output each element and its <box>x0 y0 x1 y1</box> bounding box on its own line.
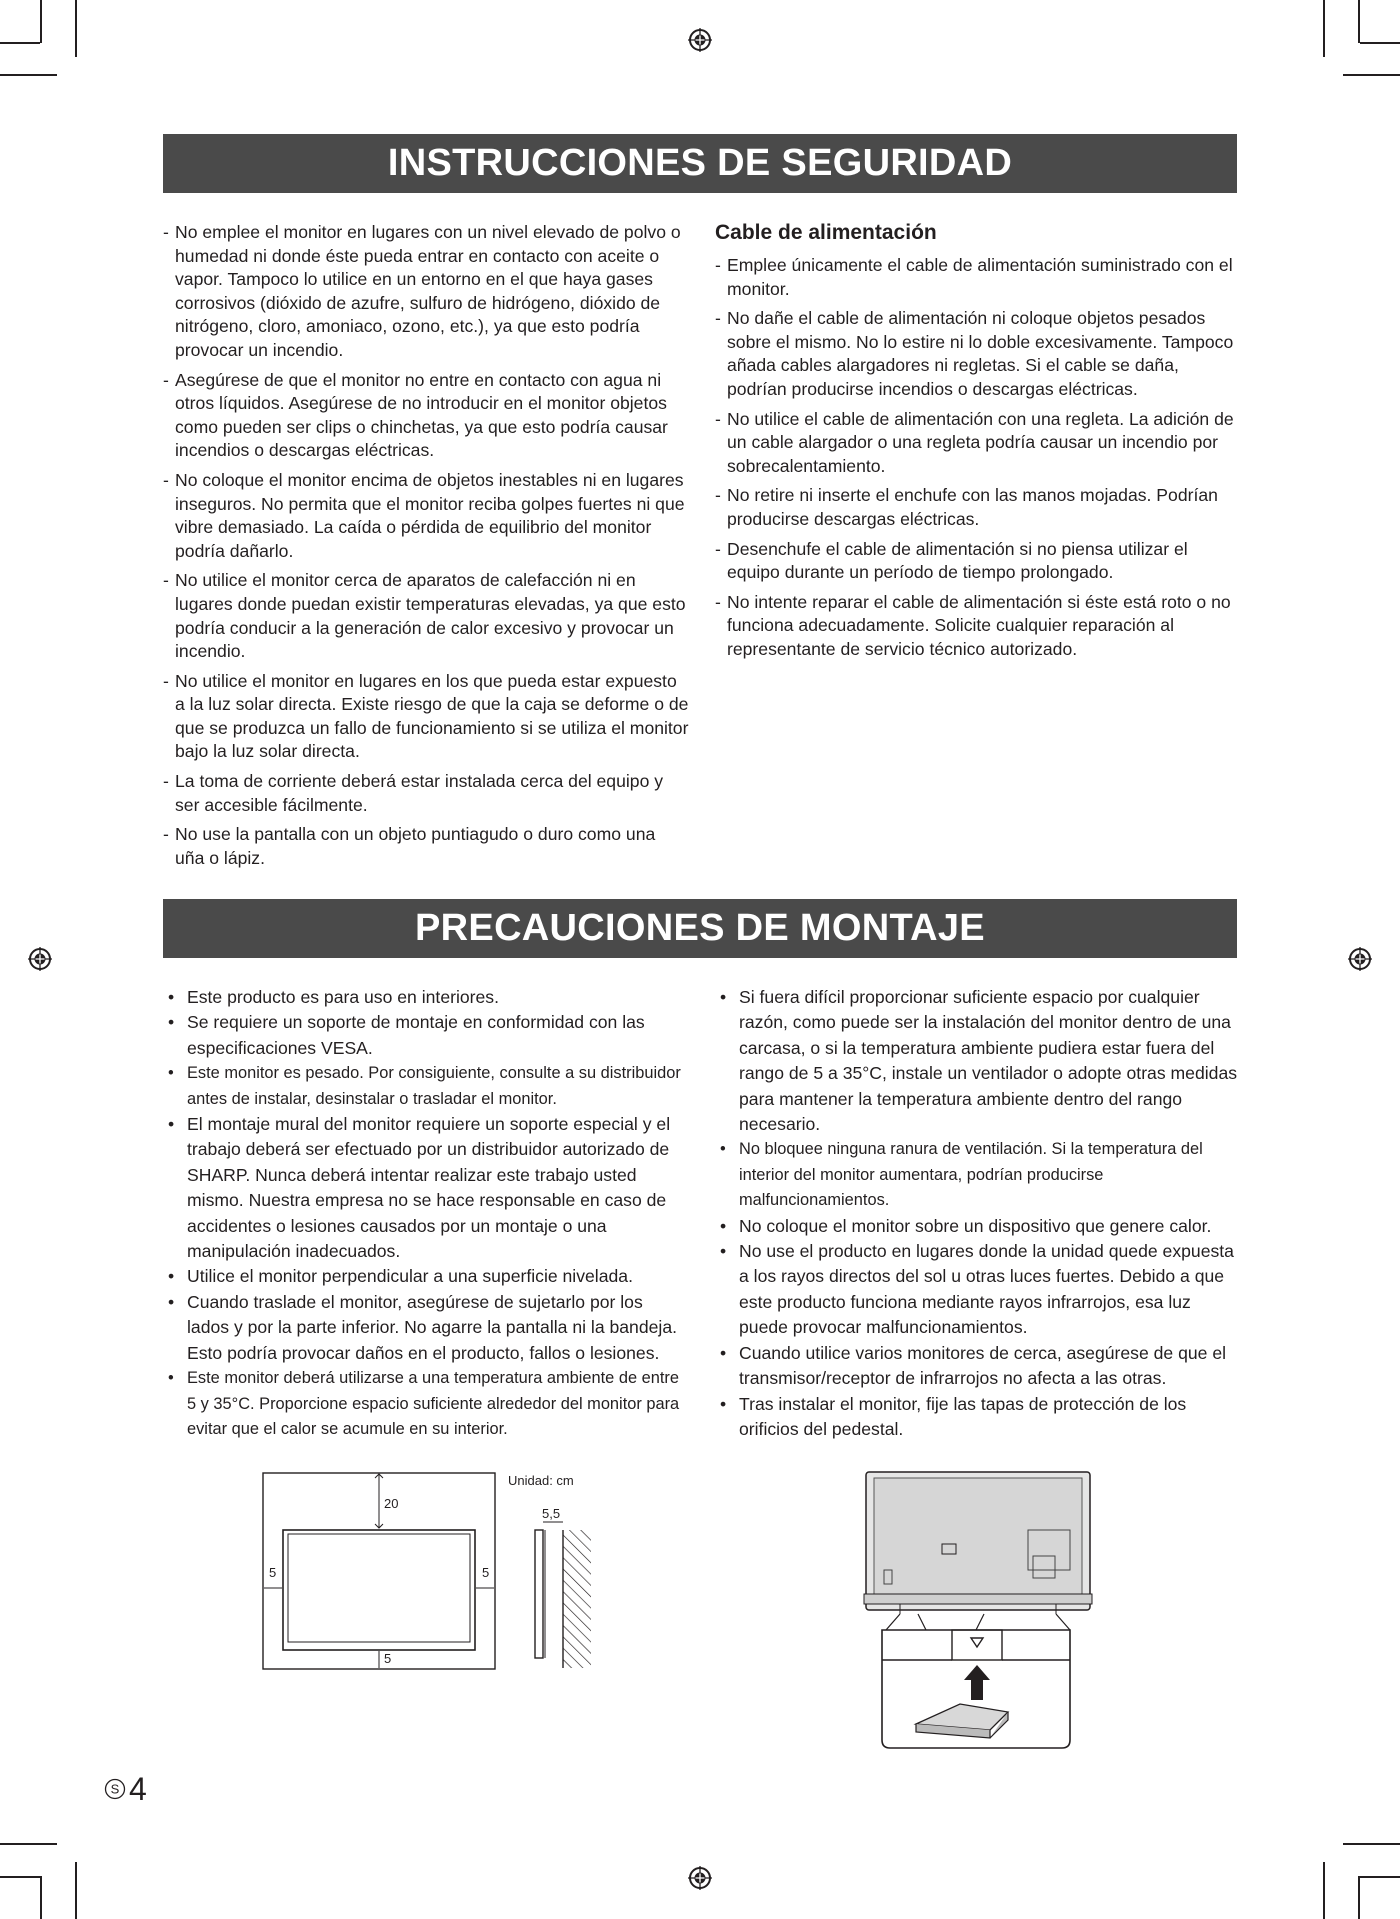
clearance-bottom-label: 5 <box>384 1651 392 1666</box>
cable-heading: Cable de alimentación <box>715 221 937 244</box>
list-item: • No use el producto en lugares donde la unidad quede expuesta a los rayos directos del sol u otras luces fuertes. Debido a que este producto funciona mediante rayos infrarrojos, esa luz puede provocar malfuncionamientos. <box>715 1239 1241 1341</box>
list-item: - No use la pantalla con un objeto puntiagudo o duro como una uña o lápiz. <box>163 823 689 870</box>
list-item: - La toma de corriente deberá estar instalada cerca del equipo y ser accesible fácilmente. <box>163 770 689 817</box>
clearance-wall-label: 5,5 <box>542 1506 561 1521</box>
language-mark-icon <box>104 1778 126 1800</box>
list-item: • Cuando utilice varios monitores de cerca, asegúrese de que el transmisor/receptor de infrarrojos no afecta a las otras. <box>715 1341 1241 1392</box>
crop-mark <box>0 74 57 76</box>
list-item: • El montaje mural del monitor requiere un soporte especial y el trabajo deberá ser efectuado por un distribuidor autorizado de SHARP. Nunca deberá intentar realizar este trabajo usted mismo. Nuestra empresa no se hace responsable en caso de accidentes o lesiones causados por un montaje o una manipulación inadecuados. <box>163 1112 689 1264</box>
list-item: - No retire ni inserte el enchufe con las manos mojadas. Podrían producirse descargas eléctricas. <box>715 484 1241 531</box>
crop-mark <box>0 1843 57 1845</box>
registration-mark-icon <box>688 28 712 52</box>
language-mark: S <box>110 1781 120 1797</box>
list-item: • Este producto es para uso en interiores. <box>163 985 689 1010</box>
crop-mark <box>1323 0 1325 57</box>
list-item: • Si fuera difícil proporcionar suficiente espacio por cualquier razón, como puede ser la instalación del monitor dentro de una carcasa, o si la temperatura ambiente pudiera estar fuera del rango de 5 a 35°C, instale un ventilador o adopte otras medidas para mantener la temperatura ambiente dentro del rango necesario. <box>715 985 1241 1137</box>
list-item: - No coloque el monitor encima de objetos inestables ni en lugares inseguros. No permita que el monitor reciba golpes fuertes ni que vibre demasiado. La caída o pérdida de equilibrio del monitor podría dañarlo. <box>163 469 689 563</box>
clearance-diagram <box>260 1470 600 1670</box>
crop-mark <box>1343 74 1400 76</box>
crop-mark <box>75 1862 77 1919</box>
list-item: - Emplee únicamente el cable de alimentación suministrado con el monitor. <box>715 254 1241 301</box>
registration-mark-icon <box>688 1866 712 1890</box>
mounting-section-title: PRECAUCIONES DE MONTAJE <box>163 899 1237 958</box>
crop-mark <box>1358 0 1360 43</box>
registration-mark-icon <box>28 947 52 971</box>
list-item: - No emplee el monitor en lugares con un nivel elevado de polvo o humedad ni donde éste pueda entrar en contacto con aceite o vapor. Tampoco lo utilice en un entorno en el que haya gases corrosivos (dióxido de azufre, sulfuro de hidrógeno, dióxido de nitrógeno, cloro, amoniaco, ozono, etc.), ya que esto podría provocar un incendio. <box>163 221 689 363</box>
list-item: - No utilice el monitor cerca de aparatos de calefacción ni en lugares donde puedan existir temperaturas elevadas, ya que esto podría conducir a la generación de calor excesivo y provocar un incendio. <box>163 569 689 663</box>
list-item: - No utilice el cable de alimentación con una regleta. La adición de un cable alargador o una regleta podría causar un incendio por sobrecalentamiento. <box>715 408 1241 479</box>
crop-mark <box>75 0 77 57</box>
list-item: • Este monitor deberá utilizarse a una temperatura ambiente de entre 5 y 35°C. Proporcione espacio suficiente alrededor del monitor para evitar que el calor se acumule en su interior. <box>163 1366 689 1442</box>
list-item: - No intente reparar el cable de alimentación si éste está roto o no funciona adecuadamente. Solicite cualquier reparación al representante de servicio técnico autorizado. <box>715 591 1241 662</box>
list-item: • Se requiere un soporte de montaje en conformidad con las especificaciones VESA. <box>163 1010 689 1061</box>
list-item: • No coloque el monitor sobre un dispositivo que genere calor. <box>715 1214 1241 1239</box>
mounting-right-column <box>715 985 1241 1442</box>
safety-section-title: INSTRUCCIONES DE SEGURIDAD <box>163 134 1237 193</box>
list-item: • Cuando traslade el monitor, asegúrese de sujetarlo por los lados y por la parte inferior. No agarre la pantalla ni la bandeja. Esto podría provocar daños en el producto, fallos o lesiones. <box>163 1290 689 1366</box>
pedestal-cap-diagram <box>860 1468 1100 1758</box>
crop-mark <box>1358 1876 1360 1919</box>
page-number-value: 4 <box>129 1771 147 1807</box>
list-item: - Asegúrese de que el monitor no entre en contacto con agua ni otros líquidos. Asegúrese de no introducir en el monitor objetos como pueden ser clips o chinchetas, ya que esto podría causar incendios o descargas eléctricas. <box>163 369 689 463</box>
registration-mark-icon <box>1348 947 1372 971</box>
list-item: • Este monitor es pesado. Por consiguiente, consulte a su distribuidor antes de instalar, desinstalar o trasladar el monitor. <box>163 1061 689 1112</box>
list-item: - No utilice el monitor en lugares en los que pueda estar expuesto a la luz solar directa. Existe riesgo de que la caja se deforme o de que se produzca un fallo de funcionamiento si se utiliza el monitor bajo la luz solar directa. <box>163 670 689 764</box>
mounting-left-column <box>163 985 689 1442</box>
clearance-left-label: 5 <box>269 1565 277 1580</box>
list-item: • Tras instalar el monitor, fije las tapas de protección de los orificios del pedestal. <box>715 1392 1241 1443</box>
clearance-top-label: 20 <box>384 1496 399 1511</box>
crop-mark <box>1323 1862 1325 1919</box>
list-item: - No dañe el cable de alimentación ni coloque objetos pesados sobre el mismo. No lo estire ni lo doble excesivamente. Tampoco añada cables alargadores ni regletas. Si el cable se daña, podrían producirse incendios o descargas eléctricas. <box>715 307 1241 401</box>
crop-mark <box>0 42 40 44</box>
unit-label: Unidad: cm <box>508 1473 574 1488</box>
crop-mark <box>40 1876 42 1919</box>
crop-mark <box>1360 1876 1400 1878</box>
list-item: • No bloquee ninguna ranura de ventilación. Si la temperatura del interior del monitor aumentara, podrían producirse malfuncionamientos. <box>715 1137 1241 1213</box>
crop-mark <box>1343 1843 1400 1845</box>
crop-mark <box>0 1876 40 1878</box>
list-item: - Desenchufe el cable de alimentación si no piensa utilizar el equipo durante un período de tiempo prolongado. <box>715 538 1241 585</box>
list-item: • Utilice el monitor perpendicular a una superficie nivelada. <box>163 1264 689 1289</box>
page-number <box>104 1773 147 1805</box>
safety-right-column <box>715 220 1241 668</box>
safety-left-column <box>163 221 689 876</box>
clearance-right-label: 5 <box>482 1565 490 1580</box>
crop-mark <box>40 0 42 43</box>
crop-mark <box>1360 42 1400 44</box>
